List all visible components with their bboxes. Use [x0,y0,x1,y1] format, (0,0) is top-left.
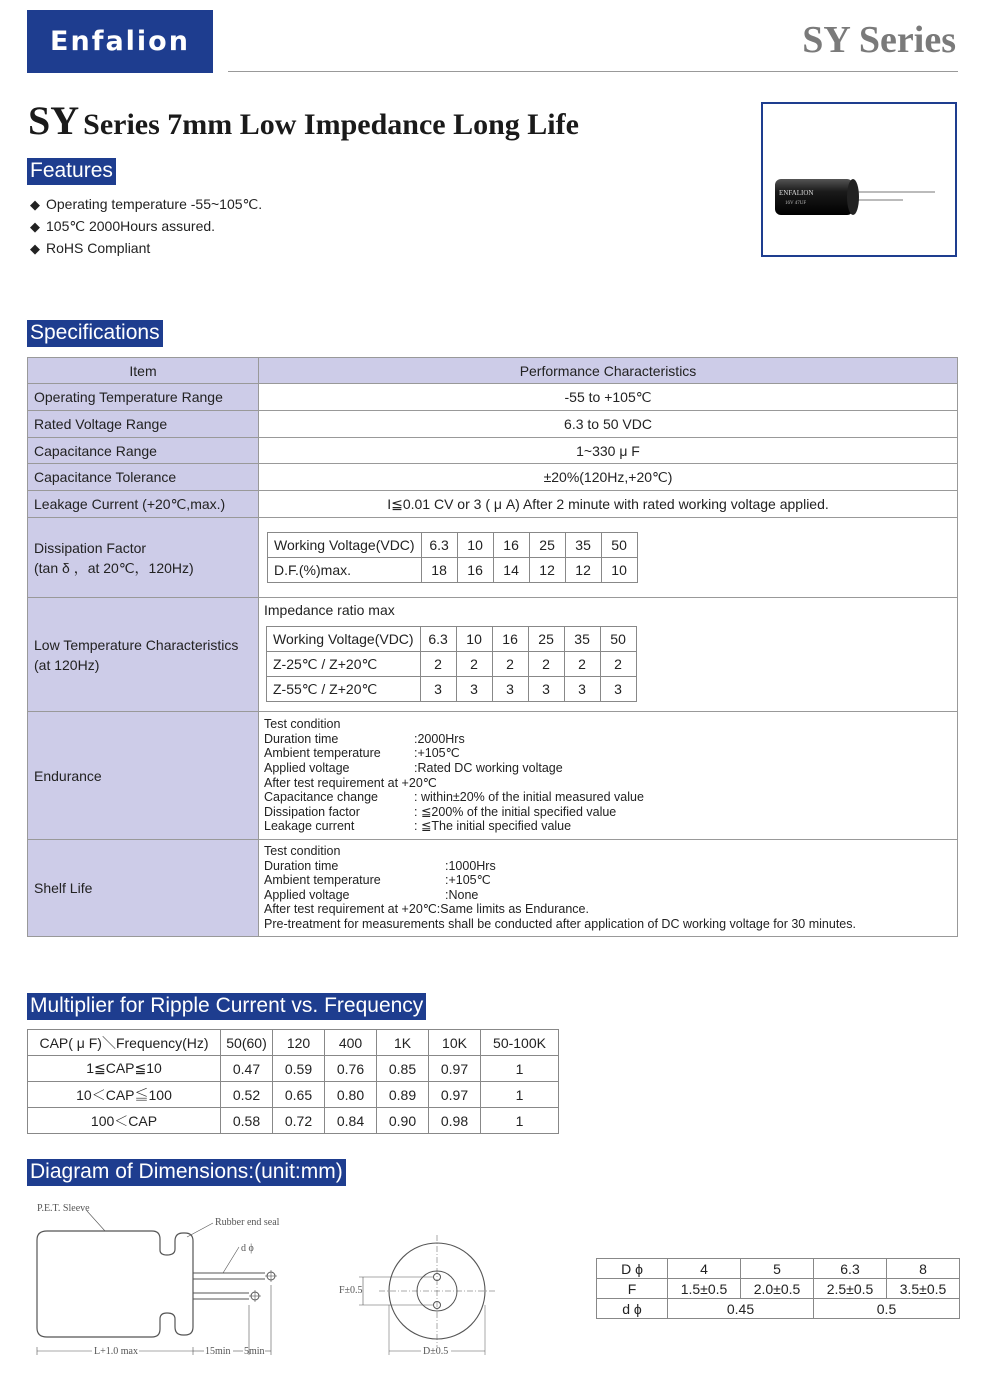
col-item: Item [28,358,259,384]
endurance-details: Test condition Duration time :2000Hrs Ambient temperature :+105℃ Applied voltage :Rated DC working voltage After test requirement at +20℃ Capacitance change : within±20% of the initial measured value Dissipation factor : ≦200% of the initial specified value Leakage current : ≦The initial specified value [259,712,958,840]
df-table: Working Voltage(VDC) 6.3 10 16 25 35 50 D.F.(%)max. 18 16 14 12 12 10 [267,532,638,583]
spec-row-low-temperature: Low Temperature Characteristics (at 120Hz) Impedance ratio max Working Voltage(VDC) 6.3 10 16 25 35 50 Z-25℃ / Z+20℃ 2 2 2 2 2 2 Z-55℃ / Z+20℃ 3 3 3 3 3 3 [28,598,958,712]
label-lead-15: 15min [205,1346,231,1357]
dimension-diagram [27,1195,587,1365]
photo-brand: ENFALION [779,189,814,197]
dimension-table [596,1258,960,1319]
diamond-bullet-icon: ◆ [30,241,40,256]
table-row: F 1.5±0.5 2.0±0.5 2.5±0.5 3.5±0.5 [597,1279,960,1299]
shelf-life-details: Test condition Duration time :1000Hrs Ambient temperature :+105℃ Applied voltage :None After test requirement at +20℃:Same limits as Endurance. Pre-treatment for measurements shall be conducted after application of DC working voltage for 30 minutes. [259,840,958,937]
spec-row: Capacitance Range 1~330 μ F [28,438,958,464]
label-dphi: d ϕ [241,1243,254,1254]
ripple-header-row: CAP( μ F)＼Frequency(Hz) 50(60) 120 400 1K 10K 50-100K [28,1030,559,1056]
table-row: d ϕ 0.45 0.5 [597,1299,960,1319]
title-rest: Series 7mm Low Impedance Long Life [83,108,579,141]
table-row: D ϕ 4 5 6.3 8 [597,1259,960,1279]
feature-item: ◆ RoHS Compliant [30,240,151,256]
label-f: F±0.5 [339,1285,363,1296]
feature-item: ◆ Operating temperature -55~105℃. [30,196,263,212]
header-divider [228,71,958,72]
brand-logo: Enfalion [27,10,213,73]
label-rubber: Rubber end seal [215,1217,280,1228]
spec-row: Capacitance Tolerance ±20%(120Hz,+20℃) [28,464,958,491]
spec-row-endurance: Endurance Test condition Duration time :2000Hrs Ambient temperature :+105℃ Applied voltage :Rated DC working voltage After test requirement at +20℃ Capacitance change : within±20% of the initial measured value Dissipation factor : ≦200% of the initial specified value Leakage current : ≦The initial specified value [28,712,958,840]
table-row: 10＜CAP≦100 0.52 0.65 0.80 0.89 0.97 1 [28,1082,559,1108]
product-photo [761,102,957,257]
spec-row-dissipation: Dissipation Factor (tan δ ，at 20℃，120Hz) Working Voltage(VDC) 6.3 10 16 25 35 50 D.F.(%)max. 18 16 14 12 12 10 [28,518,958,598]
series-title: SY Series [802,19,956,61]
table-row: 100＜CAP 0.58 0.72 0.84 0.90 0.98 1 [28,1108,559,1134]
label-sleeve: P.E.T. Sleeve [37,1203,90,1214]
dimensions-heading: Diagram of Dimensions:(unit:mm) [27,1159,346,1186]
spec-row: Leakage Current (+20℃,max.) I≦0.01 CV or 3 ( μ A) After 2 minute with rated working voltage applied. [28,491,958,518]
spec-header-row [28,358,958,384]
table-row: 1≦CAP≦10 0.47 0.59 0.76 0.85 0.97 1 [28,1056,559,1082]
spec-row: Operating Temperature Range -55 to +105℃ [28,384,958,411]
diamond-bullet-icon: ◆ [30,197,40,212]
label-d: D±0.5 [423,1346,449,1357]
page-title [28,97,579,144]
spec-row-shelf-life: Shelf Life Test condition Duration time :1000Hrs Ambient temperature :+105℃ Applied voltage :None After test requirement at +20℃:Same limits as Endurance. Pre-treatment for measurements shall be conducted after application of DC working voltage for 30 minutes. [28,840,958,937]
features-heading: Features [27,158,116,185]
ripple-table [27,1029,559,1134]
ripple-heading: Multiplier for Ripple Current vs. Frequency [27,993,426,1020]
specifications-table [27,357,958,937]
impedance-caption: Impedance ratio max [264,602,395,618]
diamond-bullet-icon: ◆ [30,219,40,234]
label-lead-5: 5min [244,1346,265,1357]
label-length: L+1.0 max [94,1346,138,1357]
feature-item: ◆ 105℃ 2000Hours assured. [30,218,216,234]
photo-marking: 16V 47UF [785,201,807,206]
title-prefix: SY [28,98,80,143]
col-performance: Performance Characteristics [259,358,958,384]
impedance-table: Working Voltage(VDC) 6.3 10 16 25 35 50 Z-25℃ / Z+20℃ 2 2 2 2 2 2 Z-55℃ / Z+20℃ 3 3 3 3 3 3 [266,626,637,702]
specifications-heading: Specifications [27,320,163,347]
spec-row: Rated Voltage Range 6.3 to 50 VDC [28,411,958,438]
